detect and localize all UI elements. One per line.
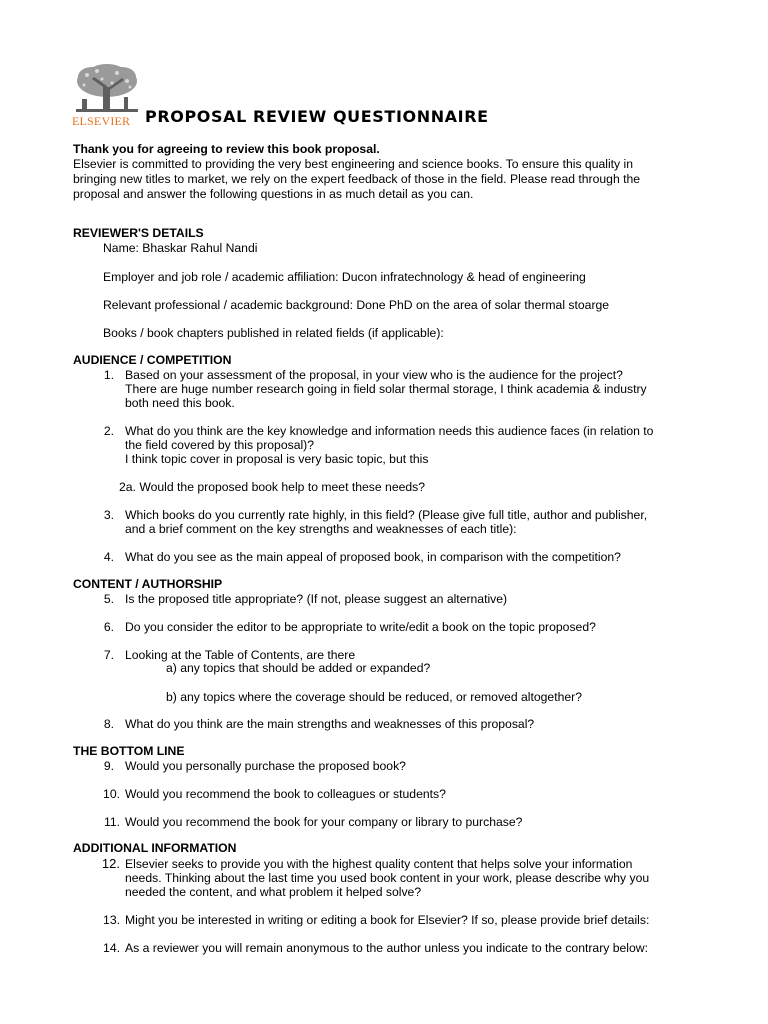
question-6-text: Do you consider the editor to be appropriate to write/edit a book on the topic proposed? (125, 620, 596, 634)
question-3-text: Which books do you currently rate highly, in this field? (Please give full title, author and publisher, (125, 508, 648, 522)
question-2a-text: 2a. Would the proposed book help to meet these needs? (119, 480, 426, 494)
question-number: 13. (103, 913, 120, 927)
question-13-text: Might you be interested in writing or editing a book for Elsevier? If so, please provide brief details: (125, 913, 650, 927)
answer-1-text: both need this book. (125, 396, 235, 410)
answer-1-text: There are huge number research going in field solar thermal storage, I think academia & industry (125, 382, 647, 396)
answer-2-text: I think topic cover in proposal is very basic topic, but this (125, 452, 429, 466)
question-11-text: Would you recommend the book for your company or library to purchase? (125, 815, 523, 829)
bottom-line-heading: THE BOTTOM LINE (73, 744, 185, 758)
question-number: 9. (103, 759, 114, 773)
reviewer-books: Books / book chapters published in related fields (if applicable): (103, 326, 444, 340)
reviewer-heading: REVIEWER'S DETAILS (73, 226, 204, 240)
question-9-text: Would you personally purchase the proposed book? (125, 759, 406, 773)
question-3-text: and a brief comment on the key strengths and weaknesses of each title): (125, 522, 517, 536)
elsevier-tree-logo-icon (72, 63, 142, 115)
question-number: 11. (103, 815, 120, 829)
question-12-text: needs. Thinking about the last time you used book content in your work, please describe why you (125, 871, 650, 885)
additional-heading: ADDITIONAL INFORMATION (73, 841, 237, 855)
question-number: 2. (103, 424, 114, 438)
question-14-text: As a reviewer you will remain anonymous to the author unless you indicate to the contrary below: (125, 941, 648, 955)
page-title: PROPOSAL REVIEW QUESTIONNAIRE (145, 107, 489, 126)
question-12-text: needed the content, and what problem it helped solve? (125, 885, 422, 899)
question-7b-text: b) any topics where the coverage should be reduced, or removed altogether? (166, 690, 582, 704)
reviewer-employer: Employer and job role / academic affiliation: Ducon infratechnology & head of engineering (103, 270, 586, 284)
intro-line: bringing new titles to market, we rely on the expert feedback of those in the field. Please read through the (73, 172, 641, 186)
question-number: 10. (103, 787, 120, 801)
question-number: 14. (103, 941, 120, 955)
question-12-text: Elsevier seeks to provide you with the highest quality content that helps solve your information (125, 857, 633, 871)
question-2-text: What do you think are the key knowledge and information needs this audience faces (in relation to (125, 424, 654, 438)
question-number: 5. (103, 592, 114, 606)
question-8-text: What do you think are the main strengths and weaknesses of this proposal? (125, 717, 535, 731)
intro-line: proposal and answer the following questions in as much detail as you can. (73, 187, 474, 201)
reviewer-background: Relevant professional / academic background: Done PhD on the area of solar thermal stoarge (103, 298, 610, 312)
content-heading: CONTENT / AUTHORSHIP (73, 577, 223, 591)
question-number: 6. (103, 620, 114, 634)
question-7a-text: a) any topics that should be added or expanded? (166, 661, 431, 675)
intro-line: Elsevier is committed to providing the very best engineering and science books. To ensure this quality in (73, 157, 634, 171)
question-number: 3. (103, 508, 114, 522)
question-5-text: Is the proposed title appropriate? (If not, please suggest an alternative) (125, 592, 508, 606)
question-4-text: What do you see as the main appeal of proposed book, in comparison with the competition? (125, 550, 621, 564)
question-10-text: Would you recommend the book to colleagues or students? (125, 787, 446, 801)
question-7-text: Looking at the Table of Contents, are there (125, 648, 356, 662)
elsevier-wordmark: ELSEVIER (72, 114, 131, 128)
question-number: 8. (103, 717, 114, 731)
question-1-text: Based on your assessment of the proposal, in your view who is the audience for the project? (125, 368, 623, 382)
audience-heading: AUDIENCE / COMPETITION (73, 353, 232, 367)
question-2-text: the field covered by this proposal)? (125, 438, 315, 452)
question-number: 12. (101, 856, 120, 871)
reviewer-name: Name: Bhaskar Rahul Nandi (103, 241, 258, 255)
intro-heading: Thank you for agreeing to review this book proposal. (73, 142, 380, 156)
question-number: 4. (103, 550, 114, 564)
question-number: 1. (103, 368, 114, 382)
question-number: 7. (103, 648, 114, 662)
